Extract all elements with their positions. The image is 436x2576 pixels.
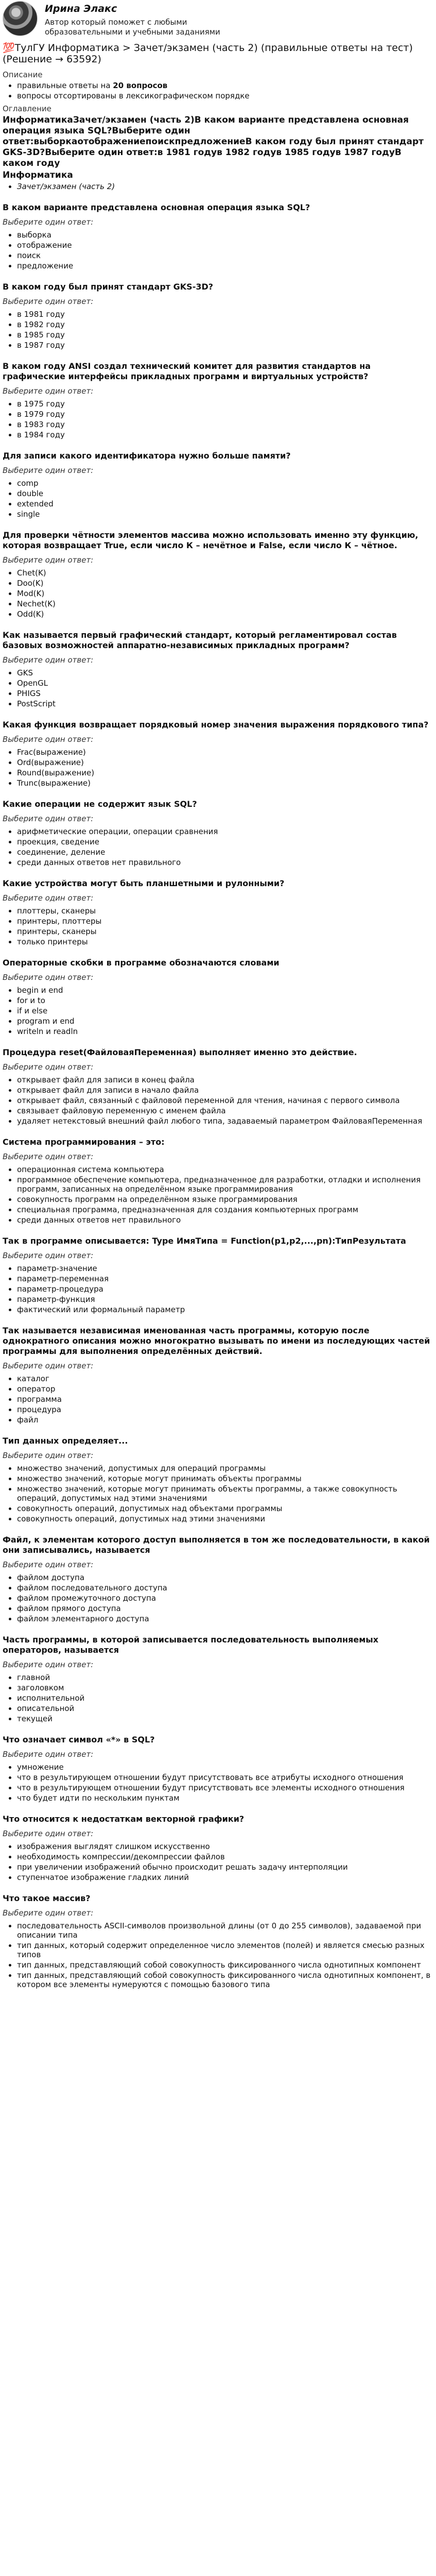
answer-options <box>3 1464 433 1523</box>
answer-option: • поиск <box>17 251 433 260</box>
answer-option: • процедура <box>17 1405 433 1414</box>
answer-option: • program и end <box>17 1016 433 1026</box>
answer-option: • в 1985 году <box>17 330 433 340</box>
question-text: Для записи какого идентификатора нужно больше памяти? <box>3 451 291 461</box>
answer-option: • среди данных ответов нет правильного <box>17 1215 433 1225</box>
author-block <box>3 0 433 40</box>
question-block <box>3 451 433 519</box>
answer-option: • if и else <box>17 1006 433 1015</box>
answer-option: • Doo(K) <box>17 579 433 588</box>
question-text: Какие устройства могут быть планшетными и рулонными? <box>3 878 285 888</box>
pick-one-label: Выберите один ответ: <box>3 1908 94 1918</box>
question-block <box>3 1436 433 1523</box>
answer-option: • в 1987 году <box>17 341 433 350</box>
answer-options <box>3 310 433 350</box>
answer-option: • параметр-переменная <box>17 1274 433 1283</box>
question-block <box>3 1814 433 1882</box>
pick-one-label: Выберите один ответ: <box>3 1451 94 1460</box>
question-text: Что такое массив? <box>3 1893 91 1903</box>
question-block <box>3 282 433 350</box>
answer-option: • в 1981 году <box>17 310 433 319</box>
answer-option: • принтеры, сканеры <box>17 927 433 936</box>
answer-option: • в 1975 году <box>17 399 433 409</box>
description-item <box>17 81 433 90</box>
answer-option: • файлом последовательного доступа <box>17 1583 433 1592</box>
question-block <box>3 1635 433 1723</box>
answer-option: • совокупность операций, допустимых над объектами программы <box>17 1504 433 1513</box>
question-text: Какие операции не содержит язык SQL? <box>3 799 197 809</box>
answer-option: • параметр-функция <box>17 1295 433 1304</box>
answer-option: • последовательность ASCII-символов произвольной длины (от 0 до 255 символов), задаваемой при описании типа <box>17 1921 433 1940</box>
question-text: Тип данных определяет... <box>3 1436 128 1446</box>
answer-option: • PHIGS <box>17 689 433 698</box>
answer-options <box>3 230 433 270</box>
answer-option: • Odd(K) <box>17 609 433 619</box>
question-text: Для проверки чётности элементов массива можно использовать именно эту функцию, которая возвращает True, если число К – нечётное и False, если число К – чётное. <box>3 530 418 550</box>
answer-option: • файл <box>17 1415 433 1425</box>
answer-option: • необходимость компрессии/декомпрессии файлов <box>17 1852 433 1861</box>
pick-one-label: Выберите один ответ: <box>3 814 94 823</box>
answer-options <box>3 1374 433 1425</box>
answer-options <box>3 906 433 946</box>
pick-one-label: Выберите один ответ: <box>3 1152 94 1161</box>
question-text: Система программирования – это: <box>3 1137 165 1147</box>
answer-option: • изображения выглядят слишком искусственно <box>17 1842 433 1851</box>
pick-one-label: Выберите один ответ: <box>3 555 94 565</box>
answer-option: • исполнительной <box>17 1693 433 1703</box>
pick-one-label: Выберите один ответ: <box>3 297 94 306</box>
answer-option: • при увеличении изображений обычно происходит решать задачу интерполяции <box>17 1862 433 1872</box>
answer-options <box>3 568 433 619</box>
answer-option: • выборка <box>17 230 433 240</box>
answer-option: • Mod(K) <box>17 589 433 598</box>
answer-option: • каталог <box>17 1374 433 1383</box>
pick-one-label: Выберите один ответ: <box>3 1660 94 1669</box>
answer-options <box>3 1573 433 1623</box>
pick-one-label: Выберите один ответ: <box>3 217 94 227</box>
pick-one-label: Выберите один ответ: <box>3 1361 94 1370</box>
answer-options <box>3 986 433 1036</box>
answer-option: • Frac(выражение) <box>17 748 433 757</box>
answer-option: • в 1983 году <box>17 420 433 429</box>
answer-option: • предложение <box>17 261 433 270</box>
question-block <box>3 878 433 946</box>
toc-label: Оглавление <box>3 104 51 113</box>
pick-one-label: Выберите один ответ: <box>3 386 94 396</box>
question-block <box>3 720 433 788</box>
answer-option: • файлом доступа <box>17 1573 433 1582</box>
toc-list <box>3 182 433 191</box>
answer-option: • в 1982 году <box>17 320 433 329</box>
answer-option: • множество значений, допустимых для операций программы <box>17 1464 433 1473</box>
answer-option: • описательной <box>17 1704 433 1713</box>
answer-option: • операционная система компьютера <box>17 1165 433 1174</box>
answer-option: • ступенчатое изображение гладких линий <box>17 1873 433 1882</box>
answer-option: • begin и end <box>17 986 433 995</box>
question-block <box>3 530 433 619</box>
question-text: Что относится к недостаткам векторной графики? <box>3 1814 245 1824</box>
toc-item[interactable]: • Зачет/экзамен (часть 2) <box>17 182 433 191</box>
answer-options <box>3 1075 433 1126</box>
toc-subheading[interactable]: Информатика <box>3 170 73 180</box>
answer-option: • тип данных, который содержит определенное число элементов (полей) и является смесью разных типов <box>17 1941 433 1959</box>
answer-option: • удаляет нетекстовый внешний файл любого типа, задаваемый параметром ФайловаяПеременная <box>17 1116 433 1126</box>
author-description: Автор который поможет с любыми образовательными и учебными заданиями <box>45 18 220 37</box>
question-text: Как называется первый графический стандарт, который регламентировал состав базовых возможностей аппаратно-независимых прикладных программ? <box>3 630 397 650</box>
answer-option: • double <box>17 489 433 498</box>
answer-options <box>3 1165 433 1225</box>
question-text: В каком году был принят стандарт GKS-3D? <box>3 282 214 292</box>
answer-options <box>3 1264 433 1314</box>
answer-option: • заголовком <box>17 1683 433 1692</box>
description-label: Описание <box>3 70 43 79</box>
answer-option: • файлом прямого доступа <box>17 1604 433 1613</box>
description-item-bold: 20 вопросов <box>113 81 168 90</box>
answer-option: • связывает файловую переменную с именем файла <box>17 1106 433 1115</box>
question-block <box>3 958 433 1036</box>
avatar[interactable] <box>3 1 38 36</box>
answer-option: • открывает файл для записи в конец файла <box>17 1075 433 1084</box>
question-block <box>3 202 433 270</box>
answer-option: • comp <box>17 479 433 488</box>
answer-option: • что в результирующем отношении будут присутствовать все элементы исходного отношения <box>17 1783 433 1792</box>
answer-option: • в 1984 году <box>17 430 433 439</box>
author-info <box>45 1 246 37</box>
answer-options <box>3 668 433 708</box>
answer-option: • плоттеры, сканеры <box>17 906 433 916</box>
author-name[interactable]: Ирина Элакс <box>45 3 117 14</box>
answer-option: • множество значений, которые могут принимать объекты программы <box>17 1474 433 1483</box>
answer-option: • single <box>17 510 433 519</box>
answer-option: • GKS <box>17 668 433 677</box>
answer-option: • extended <box>17 499 433 509</box>
answer-options <box>3 399 433 439</box>
answer-option: • параметр-процедура <box>17 1284 433 1294</box>
description-list <box>3 81 433 100</box>
answer-option: • программа <box>17 1395 433 1404</box>
description-item-text: вопросы отсортированы в лексикографическом порядке <box>17 91 250 100</box>
description-item-text: правильные ответы на <box>17 81 113 90</box>
answer-option: • тип данных, представляющий собой совокупность фиксированного числа однотипных компонент, в котором все элементы нумеруются с помощью базового типа <box>17 1971 433 1989</box>
answer-options <box>3 748 433 788</box>
answer-option: • файлом элементарного доступа <box>17 1614 433 1623</box>
question-text: Так в программе описывается: Type ИмяТипа = Function(p1,p2,...,pn):ТипРезультата <box>3 1236 406 1246</box>
answer-option: • Chet(K) <box>17 568 433 578</box>
answer-option: • среди данных ответов нет правильного <box>17 858 433 867</box>
pick-one-label: Выберите один ответ: <box>3 466 94 475</box>
answer-option: • совокупность программ на определённом языке программирования <box>17 1195 433 1204</box>
answer-option: • Ord(выражение) <box>17 758 433 767</box>
answer-option: • открывает файл для записи в начало файла <box>17 1086 433 1095</box>
answer-option: • арифметические операции, операции сравнения <box>17 827 433 836</box>
answer-option: • OpenGL <box>17 679 433 688</box>
answer-option: • принтеры, плоттеры <box>17 917 433 926</box>
answer-option: • совокупность операций, допустимых над этими значениями <box>17 1514 433 1523</box>
question-text: Так называется независимая именованная часть программы, которую после однократного описания можно многократно вызывать по имени из последующих частей программы для выполнения определённых действий. <box>3 1326 430 1356</box>
answer-option: • только принтеры <box>17 937 433 946</box>
question-text: Процедура reset(ФайловаяПеременная) выполняет именно это действие. <box>3 1047 357 1057</box>
pick-one-label: Выберите один ответ: <box>3 1829 94 1838</box>
answer-option: • файлом промежуточного доступа <box>17 1594 433 1603</box>
question-text: Операторные скобки в программе обозначаются словами <box>3 958 280 968</box>
answer-option: • Trunc(выражение) <box>17 778 433 788</box>
question-block <box>3 630 433 708</box>
answer-option: • множество значений, которые могут принимать объекты программы, а также совокупность операций, допустимых над этими значениями <box>17 1484 433 1503</box>
pick-one-label: Выберите один ответ: <box>3 1251 94 1260</box>
answer-option: • проекция, сведение <box>17 837 433 846</box>
answer-option: • программное обеспечение компьютера, предназначенное для разработки, отладки и исполнения программ, записанных на определённом языке программирования <box>17 1175 433 1194</box>
answer-option: • открывает файл, связанный с файловой переменной для чтения, начиная с первого символа <box>17 1096 433 1105</box>
pick-one-label: Выберите один ответ: <box>3 973 94 982</box>
answer-option: • текущей <box>17 1714 433 1723</box>
question-text: Что означает символ «*» в SQL? <box>3 1735 155 1744</box>
question-block <box>3 1137 433 1225</box>
answer-option: • оператор <box>17 1384 433 1394</box>
question-block <box>3 1735 433 1803</box>
pick-one-label: Выберите один ответ: <box>3 893 94 903</box>
question-text: В каком варианте представлена основная операция языка SQL? <box>3 202 310 212</box>
questions-list <box>3 202 433 1989</box>
answer-option: • главной <box>17 1673 433 1682</box>
description-item <box>17 91 433 100</box>
question-text: Файл, к элементам которого доступ выполняется в том же последовательности, в какой они записывались, называется <box>3 1535 430 1555</box>
question-block <box>3 1326 433 1425</box>
question-block <box>3 799 433 867</box>
answer-option: • что будет идти по нескольким пунктам <box>17 1793 433 1803</box>
question-block <box>3 1893 433 1989</box>
answer-option: • фактический или формальный параметр <box>17 1305 433 1314</box>
answer-option: • тип данных, представляющий собой совокупность фиксированного числа однотипных компонент <box>17 1960 433 1970</box>
answer-options <box>3 827 433 867</box>
answer-option: • writeln и readln <box>17 1027 433 1036</box>
pick-one-label: Выберите один ответ: <box>3 1062 94 1072</box>
pick-one-label: Выберите один ответ: <box>3 735 94 744</box>
answer-option: • умножение <box>17 1762 433 1772</box>
answer-options <box>3 1673 433 1723</box>
pick-one-label: Выберите один ответ: <box>3 1560 94 1569</box>
question-text: Часть программы, в которой записывается последовательность выполняемых операторов, называется <box>3 1635 379 1655</box>
answer-option: • параметр-значение <box>17 1264 433 1273</box>
answer-option: • Nechet(K) <box>17 599 433 608</box>
question-block <box>3 361 433 439</box>
page-title: 💯ТулГУ Информатика > Зачет/экзамен (часть 2) (правильные ответы на тест) (Решение → 63592) <box>3 42 413 65</box>
answer-option: • что в результирующем отношении будут присутствовать все атрибуты исходного отношения <box>17 1773 433 1782</box>
pick-one-label: Выберите один ответ: <box>3 655 94 665</box>
toc-heading[interactable]: ИнформатикаЗачет/экзамен (часть 2)В каком варианте представлена основная операция языка SQL?Выберите один ответ:выборкаотображениепоискпредложениеВ каком году был принят стандарт GKS-3D?Выберите один ответ:в 1981 годув 1982 годув 1985 годув 1987 годуВ каком году <box>3 115 424 168</box>
answer-options <box>3 1762 433 1803</box>
question-block <box>3 1047 433 1126</box>
question-block <box>3 1535 433 1623</box>
question-text: В каком году ANSI создал технический комитет для развития стандартов на графические интерфейсы прикладных программ и виртуальных устройств? <box>3 361 371 381</box>
answer-option: • специальная программа, предназначенная для создания компьютерных программ <box>17 1205 433 1214</box>
answer-options <box>3 479 433 519</box>
answer-options <box>3 1921 433 1989</box>
answer-option: • PostScript <box>17 699 433 708</box>
answer-option: • соединение, деление <box>17 848 433 857</box>
question-text: Какая функция возвращает порядковый номер значения выражения порядкового типа? <box>3 720 429 730</box>
question-block <box>3 1236 433 1314</box>
answer-option: • отображение <box>17 241 433 250</box>
pick-one-label: Выберите один ответ: <box>3 1750 94 1759</box>
answer-options <box>3 1842 433 1882</box>
answer-option: • Round(выражение) <box>17 768 433 777</box>
answer-option: • for и to <box>17 996 433 1005</box>
answer-option: • в 1979 году <box>17 410 433 419</box>
